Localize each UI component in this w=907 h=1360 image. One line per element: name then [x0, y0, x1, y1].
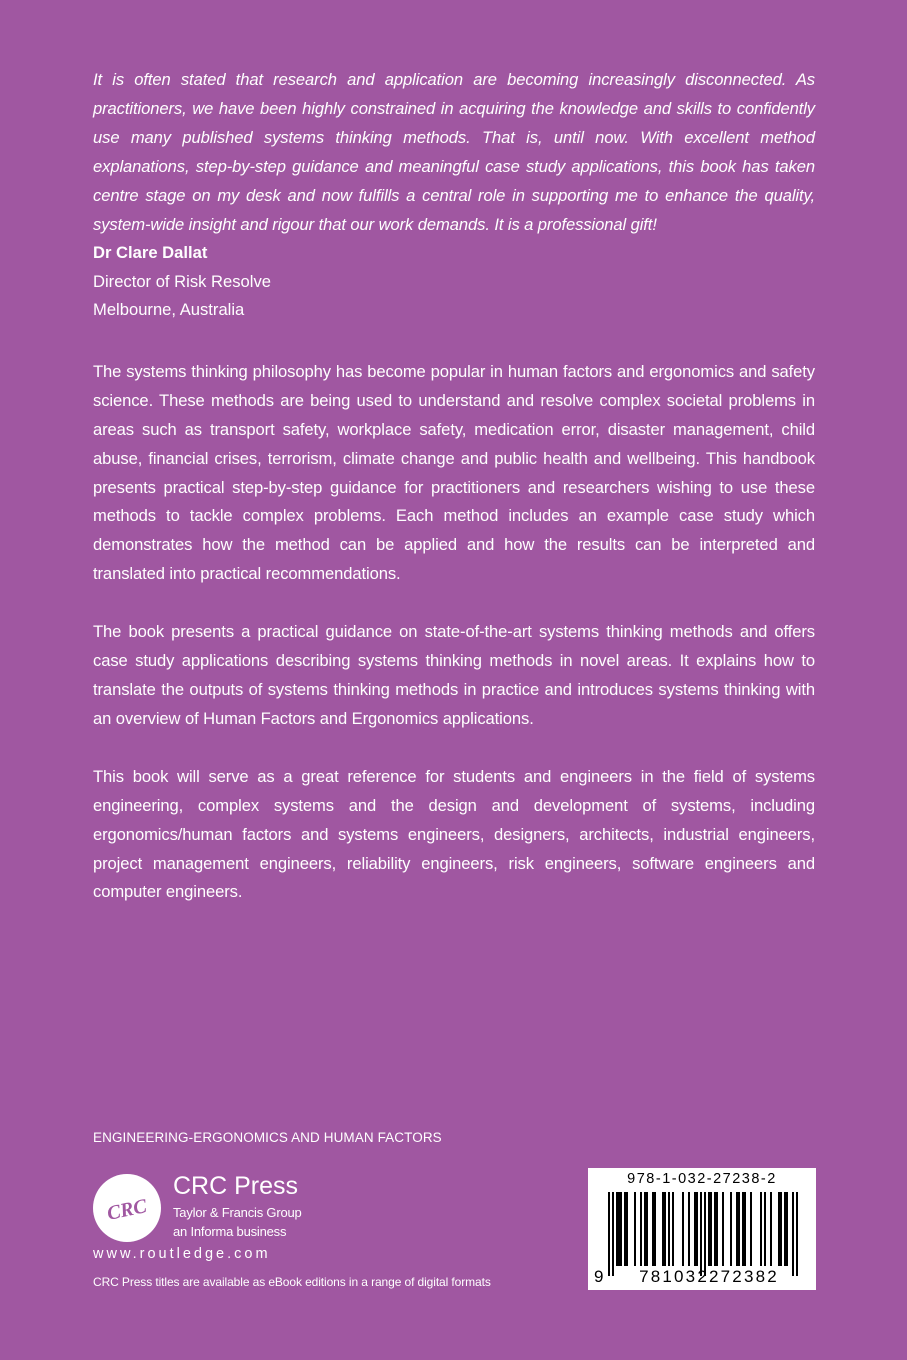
barcode-bar [760, 1192, 762, 1266]
barcode-bar [620, 1192, 622, 1266]
barcode-bar [668, 1192, 670, 1266]
barcode-bar [682, 1192, 684, 1266]
publisher-group: Taylor & Francis Group [173, 1205, 302, 1220]
barcode-digits-rest: 781032272382 [639, 1267, 779, 1286]
barcode-bar [792, 1192, 794, 1276]
crc-logo-text: CRC [105, 1195, 149, 1225]
barcode-bar [662, 1192, 664, 1266]
barcode-bar [700, 1192, 702, 1276]
ebook-availability-note: CRC Press titles are available as eBook editions in a range of digital formats [93, 1275, 491, 1289]
publisher-block [93, 1170, 423, 1246]
barcode-bar [736, 1192, 738, 1266]
barcode-bar [722, 1192, 724, 1266]
barcode-bar [764, 1192, 766, 1266]
endorsement-location: Melbourne, Australia [93, 300, 245, 320]
barcode-bar [652, 1192, 654, 1266]
publisher-business: an Informa business [173, 1224, 287, 1239]
barcode-bar [696, 1192, 698, 1266]
barcode-bar [738, 1192, 740, 1266]
barcode-bar [786, 1192, 788, 1266]
subject-category: ENGINEERING-ERGONOMICS AND HUMAN FACTORS [93, 1130, 442, 1145]
barcode-bar [646, 1192, 648, 1266]
barcode-bar [616, 1192, 618, 1266]
description-paragraph-1: The systems thinking philosophy has become popular in human factors and ergonomics and safety science. These methods are being used to understand and resolve complex societal problems in areas such as transport safety, workplace safety, medication error, disaster management, child abuse, financial crises, terrorism, climate change and public health and wellbeing. This handbook presents practical step-by-step guidance for practitioners and researchers wishing to use these methods to tackle complex problems. Each method includes an example case study which demonstrates how the method can be applied and how the results can be interpreted and translated into practical recommendations. [93, 361, 815, 584]
crc-logo-icon [93, 1174, 161, 1242]
barcode-bar [750, 1192, 752, 1266]
barcode-bar [664, 1192, 666, 1266]
barcode-bar [780, 1192, 782, 1266]
endorsement-author: Dr Clare Dallat [93, 243, 208, 263]
barcode-bar [608, 1192, 610, 1276]
isbn-text: 978-1-032-27238-2 [627, 1171, 777, 1187]
barcode-bar [730, 1192, 732, 1266]
barcode-bar [742, 1192, 744, 1266]
barcode-bar [644, 1192, 646, 1266]
barcode-bar [704, 1192, 706, 1276]
barcode-bar [796, 1192, 798, 1276]
barcode-bar [672, 1192, 674, 1266]
back-cover-content [93, 66, 815, 907]
barcode-bar [770, 1192, 772, 1266]
barcode-bar [744, 1192, 746, 1266]
barcode-bar [710, 1192, 712, 1266]
barcode-bar [634, 1192, 636, 1266]
description-paragraph-2: The book presents a practical guidance on state-of-the-art systems thinking methods and offers case study applications describing systems thinking methods in novel areas. It explains how to translate the outputs of systems thinking methods in practice and introduces systems thinking with an overview of Human Factors and Ergonomics applications. [93, 622, 815, 728]
isbn-barcode [588, 1168, 816, 1290]
barcode-bar [714, 1192, 716, 1266]
barcode-bar [778, 1192, 780, 1266]
barcode-bar [612, 1192, 614, 1276]
barcode-bar [688, 1192, 690, 1266]
barcode-bar [618, 1192, 620, 1266]
barcode-bar [640, 1192, 642, 1266]
barcode-bar [654, 1192, 656, 1266]
barcode-bar [624, 1192, 626, 1266]
publisher-website: www.routledge.com [93, 1246, 271, 1262]
barcode-digit-first: 9 [594, 1267, 604, 1286]
endorsement-role: Director of Risk Resolve [93, 271, 271, 291]
barcode-bar [784, 1192, 786, 1266]
publisher-name: CRC Press [173, 1172, 299, 1200]
barcode-bar [694, 1192, 696, 1266]
barcode-bar [626, 1192, 628, 1266]
endorsement-quote: It is often stated that research and application are becoming increasingly disconnected. As practitioners, we have been highly constrained in acquiring the knowledge and skills to confidently use many published systems thinking methods. That is, until now. With excellent method explanations, step-by-step guidance and meaningful case study applications, this book has taken centre stage on my desk and now fulfills a central role in supporting me to enhance the quality, system-wide insight and rigour that our work demands. It is a professional gift! [93, 70, 815, 234]
barcode-bar [708, 1192, 710, 1266]
description-paragraph-3: This book will serve as a great reference for students and engineers in the field of systems engineering, complex systems and the design and development of systems, including ergonomics/human factors and systems engineers, designers, architects, industrial engineers, project management engineers, reliability engineers, risk engineers, software engineers and computer engineers. [93, 766, 815, 902]
barcode-bar [716, 1192, 718, 1266]
